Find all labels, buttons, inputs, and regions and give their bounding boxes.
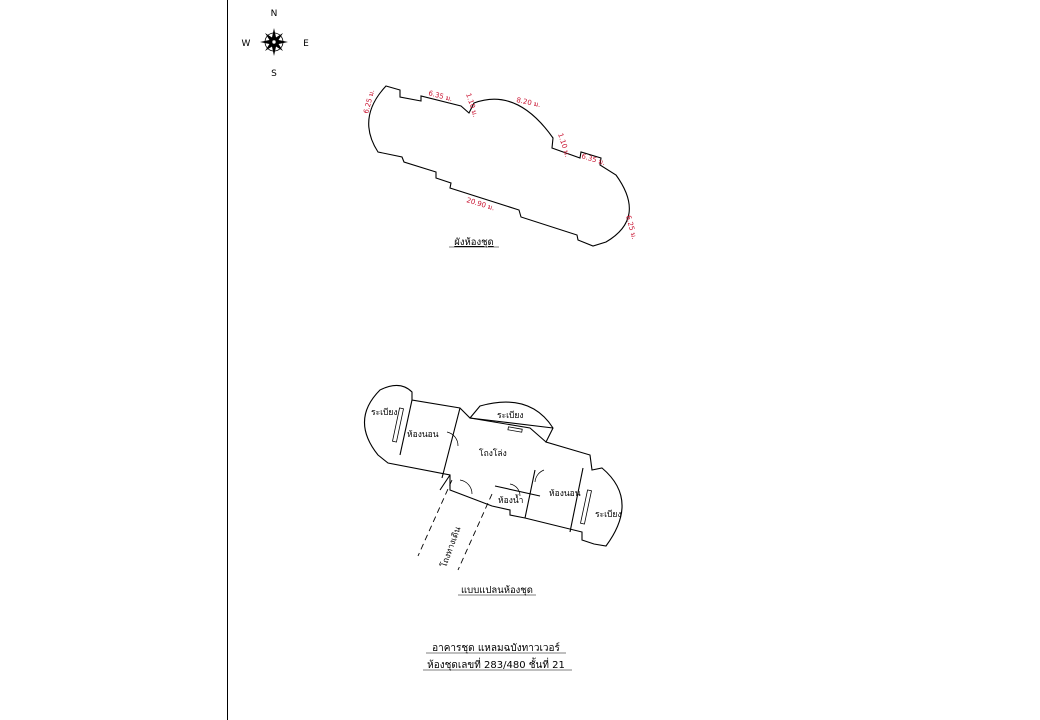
dim-bottom: 20.90 ม.: [465, 196, 496, 213]
dim-top-left: 6.35 ม.: [427, 89, 454, 104]
room-bedroom-right: ห้องนอน: [549, 489, 581, 499]
dim-top-center: 8.20 ม.: [515, 96, 542, 110]
dim-left-end: 6.25 ม.: [362, 88, 377, 115]
outline-caption: ผังห้องชุด: [454, 237, 494, 248]
unit-number: ห้องชุดเลขที่ 283/480 ชั้นที่ 21: [427, 660, 565, 671]
sheet-footer: [423, 642, 572, 671]
building-name: อาคารชุด แหลมฉบังทาวเวอร์: [432, 643, 560, 654]
dim-top-right: 6.35 ม.: [580, 152, 607, 168]
unit-outline-plan: [362, 86, 638, 248]
compass-e: E: [303, 39, 309, 49]
room-corridor: โถงทางเดิน: [439, 525, 464, 570]
unit-floor-plan: [364, 385, 622, 596]
compass-rose-icon: [242, 9, 310, 79]
compass-w: W: [241, 39, 251, 49]
room-bedroom-left: ห้องนอน: [407, 430, 439, 440]
room-balcony-right: ระเบียง: [595, 510, 622, 520]
room-balcony-top: ระเบียง: [497, 411, 524, 421]
room-bathroom: ห้องน้ำ: [498, 496, 524, 506]
dim-right-end: 6.25 ม.: [624, 214, 639, 241]
dim-step-right: 1.10 ม.: [556, 132, 572, 159]
compass-n: N: [270, 9, 278, 19]
dim-step-left: 1.10 ม.: [464, 92, 480, 119]
room-living: โถงโล่ง: [479, 449, 507, 459]
plan-caption: แบบแปลนห้องชุด: [461, 585, 533, 596]
compass-s: S: [271, 69, 277, 79]
room-balcony-left: ระเบียง: [371, 408, 398, 418]
